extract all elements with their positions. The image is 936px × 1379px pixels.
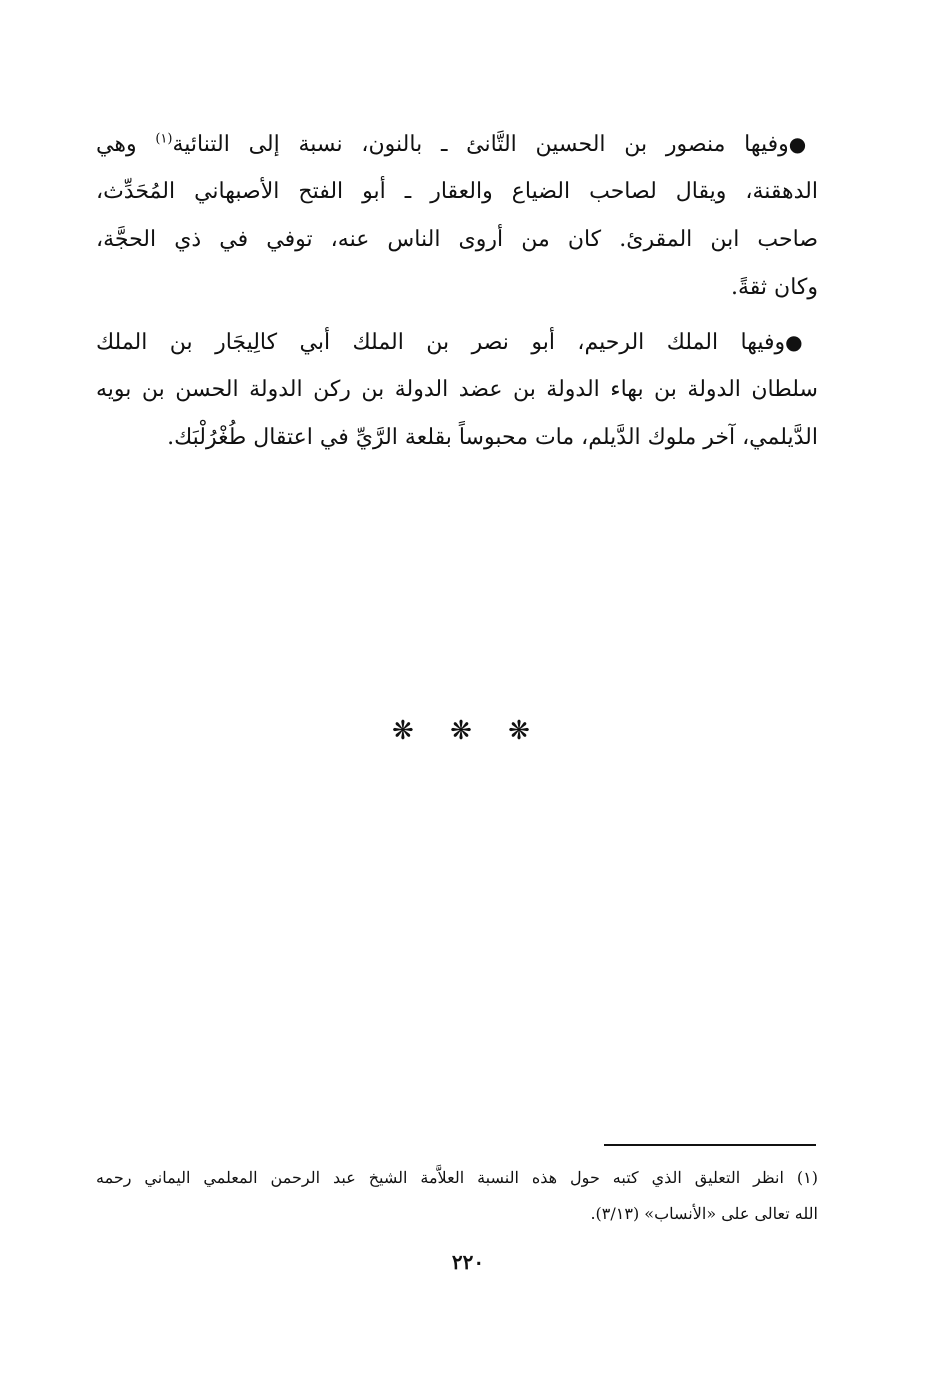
paragraph-mansur [96, 120, 818, 312]
page-number: ٢٢٠ [451, 1250, 485, 1274]
footnote [96, 1160, 818, 1232]
text-line: سلطان الدولة بن بهاء الدولة بن عضد الدولة بن ركن الدولة الحسن بن بويه [96, 377, 818, 402]
text-line [96, 318, 818, 366]
bullet-icon: ● [785, 330, 819, 354]
text-line: الدَّيلمي، آخر ملوك الدَّيلم، مات محبوساً بقلعة الرَّيِّ في اعتقال طُغْرُلْبَك. [167, 425, 818, 450]
text-line [96, 120, 818, 168]
footnote-line: الله تعالى على «الأنساب» (٣/١٣). [590, 1204, 818, 1223]
text-line-content: وفيها الملك الرحيم، أبو نصر بن الملك أبي كالِيجَار بن الملك [96, 330, 786, 355]
text-line-tail: وهي [96, 132, 156, 157]
text-line-content: وفيها منصور بن الحسين التَّانئ ـ بالنون، نسبة إلى التنائية [172, 132, 789, 157]
text-line: صاحب ابن المقرئ. كان من أروى الناس عنه، توفي في ذي الحجَّة، [96, 227, 818, 252]
bullet-icon: ● [788, 132, 819, 156]
paragraph-malik-rahim [96, 318, 818, 462]
section-ornament: ❋ ❋ ❋ [392, 716, 544, 746]
text-line: وكان ثقةً. [731, 275, 818, 300]
footnote-reference: (١) [155, 131, 173, 147]
footnote-line: (١) انظر التعليق الذي كتبه حول هذه النسبة العلاَّمة الشيخ عبد الرحمن المعلمي اليماني رحمه [96, 1168, 818, 1187]
text-line: الدهقنة، ويقال لصاحب الضياع والعقار ـ أبو الفتح الأصبهاني المُحَدِّث، [96, 179, 818, 204]
footnote-divider [604, 1144, 816, 1146]
